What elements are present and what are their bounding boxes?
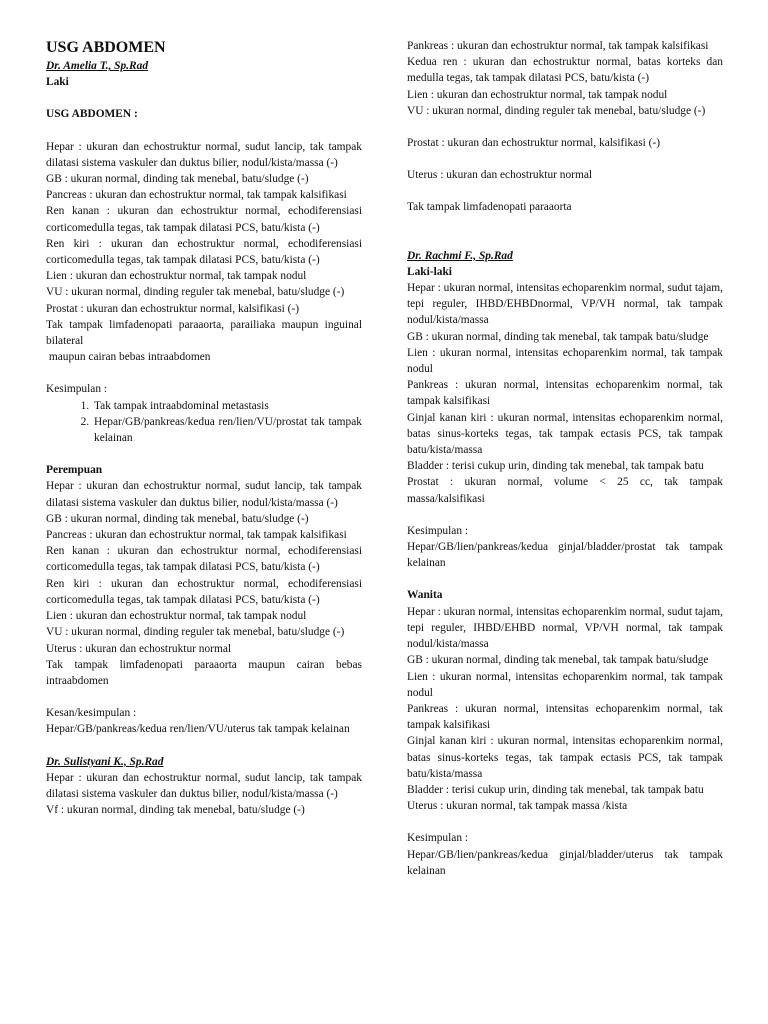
cont-finding-vu: VU : ukuran normal, dinding reguler tak menebal, batu/sludge (-) <box>407 104 706 117</box>
doctor-name-2: Dr. Sulistyani K., Sp.Rad <box>46 755 164 768</box>
rachmi-male-hepar: Hepar : ukuran normal, intensitas echoparenkim normal, sudut tajam, tepi reguler, IHBD/EHBDnormal, VP/VH normal, tak tampak nodul/kista/massa <box>407 282 724 327</box>
right-column <box>407 38 723 879</box>
rachmi-female-kesimpulan-text: Hepar/GB/lien/pankreas/kedua ginjal/bladder/uterus tak tampak kelainan <box>407 848 723 877</box>
gender-heading-wanita: Wanita <box>407 589 443 602</box>
rachmi-female-bladder: Bladder : terisi cukup urin, dinding tak menebal, tak tampak batu <box>407 783 704 796</box>
rachmi-male-kesimpulan-text: Hepar/GB/lien/pankreas/kedua ginjal/bladder/prostat tak tampak kelainan <box>407 541 723 570</box>
rachmi-male-kesimpulan-label: Kesimpulan : <box>407 524 469 537</box>
rachmi-female-hepar: Hepar : ukuran normal, intensitas echoparenkim normal, sudut tajam, tepi reguler, IHBD/EHBD normal, VP/VH normal, tak tampak nodul/kista/massa <box>407 605 724 651</box>
doctor-name-3: Dr. Rachmi F., Sp.Rad <box>407 249 513 262</box>
finding-limfadenopati: Tak tampak limfadenopati paraaorta, parailiaka maupun inguinal bilateral <box>46 318 362 348</box>
female-kesan-text: Hepar/GB/pankreas/kedua ren/lien/VU/uterus tak tampak kelainan <box>46 723 350 736</box>
rachmi-male-prostat: Prostat : ukuran normal, volume < 25 cc, tak tampak massa/kalsifikasi <box>407 476 723 505</box>
female-finding-gb: GB : ukuran normal, dinding tak menebal, batu/sludge (-) <box>46 512 309 525</box>
rachmi-female-ginjal: Ginjal kanan kiri : ukuran normal, intensitas echoparenkim normal, batas sinus-korteks tegas, tak tampak ectasis PCS, tak tampak batu/kista/massa <box>407 735 723 780</box>
female-finding-hepar: Hepar : ukuran dan echostruktur normal, sudut lancip, tak tampak dilatasi sistema vaskuler dan duktus bilier, nodul/kista/massa (-) <box>46 480 362 509</box>
cont-finding-kedua-ren: Kedua ren : ukuran dan echostruktur normal, batas korteks dan medulla tegas, tak tampak dilatasi PCS, batu/kista (-) <box>407 56 723 85</box>
rachmi-female-gb: GB : ukuran normal, dinding tak menebal, tak tampak batu/sludge <box>407 654 709 667</box>
gender-heading-female: Perempuan <box>46 464 103 477</box>
gender-heading-male: Laki <box>46 76 69 89</box>
doctor2-finding-vf: Vf : ukuran normal, dinding tak menebal, batu/sludge (-) <box>46 804 305 817</box>
finding-prostat: Prostat : ukuran dan echostruktur normal, kalsifikasi (-) <box>46 302 300 315</box>
kesimpulan-item: 2. Hepar/GB/pankreas/kedua ren/lien/VU/prostat tak tampak kelainan <box>92 414 362 446</box>
rachmi-female-pankreas: Pankreas : ukuran normal, intensitas echoparenkim normal, tak tampak kalsifikasi <box>407 702 723 732</box>
female-finding-uterus: Uterus : ukuran dan echostruktur normal <box>46 642 232 655</box>
rachmi-female-uterus: Uterus : ukuran normal, tak tampak massa /kista <box>407 800 628 813</box>
cont-finding-lien: Lien : ukuran dan echostruktur normal, tak tampak nodul <box>407 88 668 101</box>
female-finding-pancreas: Pancreas : ukuran dan echostruktur normal, tak tampak kalsifikasi <box>46 529 347 542</box>
female-finding-limfadenopati: Tak tampak limfadenopati paraaorta maupun cairan bebas intraabdomen <box>46 658 362 687</box>
kesimpulan-list <box>46 398 362 447</box>
female-kesan-label: Kesan/kesimpulan : <box>46 707 137 720</box>
document-title: USG ABDOMEN <box>46 39 166 56</box>
rachmi-male-bladder: Bladder : terisi cukup urin, dinding tak menebal, tak tampak batu <box>407 460 704 473</box>
rachmi-male-ginjal: Ginjal kanan kiri : ukuran normal, intensitas echoparenkim normal, batas sinus-korteks tegas, tak tampak ectasis PCS, tak tampak batu/kista/massa <box>407 411 723 457</box>
rachmi-male-pankreas: Pankreas : ukuran normal, intensitas echoparenkim normal, tak tampak kalsifikasi <box>407 379 723 408</box>
cont-finding-prostat: Prostat : ukuran dan echostruktur normal, kalsifikasi (-) <box>407 137 661 150</box>
cont-finding-limfadenopati: Tak tampak limfadenopati paraaorta <box>407 201 572 214</box>
cont-finding-pankreas: Pankreas : ukuran dan echostruktur normal, tak tampak kalsifikasi <box>407 40 709 52</box>
rachmi-female-kesimpulan-label: Kesimpulan : <box>407 832 469 845</box>
kesimpulan-label: Kesimpulan : <box>46 383 108 396</box>
section-title: USG ABDOMEN : <box>46 108 138 121</box>
finding-ren-kanan: Ren kanan : ukuran dan echostruktur normal, echodiferensiasi corticomedulla tegas, tak tampak dilatasi PCS, batu/kista (-) <box>46 205 362 234</box>
finding-vu: VU : ukuran normal, dinding reguler tak menebal, batu/sludge (-) <box>46 286 345 299</box>
finding-gb: GB : ukuran normal, dinding tak menebal, batu/sludge (-) <box>46 173 309 186</box>
doctor-name-1: Dr. Amelia T., Sp.Rad <box>46 60 149 72</box>
rachmi-male-lien: Lien : ukuran normal, intensitas echoparenkim normal, tak tampak nodul <box>407 346 723 376</box>
female-finding-lien: Lien : ukuran dan echostruktur normal, tak tampak nodul <box>46 610 307 623</box>
left-column <box>46 0 362 818</box>
finding-pancreas: Pancreas : ukuran dan echostruktur normal, tak tampak kalsifikasi <box>46 189 347 202</box>
rachmi-male-gb: GB : ukuran normal, dinding tak menebal, tak tampak batu/sludge <box>407 330 709 343</box>
finding-hepar: Hepar : ukuran dan echostruktur normal, sudut lancip, tak tampak dilatasi sistema vaskuler dan duktus bilier, nodul/kista/massa (-) <box>46 140 362 169</box>
rachmi-female-lien: Lien : ukuran normal, intensitas echoparenkim normal, tak tampak nodul <box>407 670 723 699</box>
female-finding-ren-kanan: Ren kanan : ukuran dan echostruktur normal, echodiferensiasi corticomedulla tegas, tak tampak dilatasi PCS, batu/kista (-) <box>46 545 362 574</box>
cont-finding-uterus: Uterus : ukuran dan echostruktur normal <box>407 169 593 182</box>
gender-heading-laki-laki: Laki-laki <box>407 265 452 278</box>
finding-lien: Lien : ukuran dan echostruktur normal, tak tampak nodul <box>46 270 307 283</box>
female-finding-ren-kiri: Ren kiri : ukuran dan echostruktur normal, echodiferensiasi corticomedulla tegas, tak tampak dilatasi PCS, batu/kista (-) <box>46 577 362 606</box>
kesimpulan-item: 1. Tak tampak intraabdominal metastasis <box>92 398 362 414</box>
doctor2-finding-hepar: Hepar : ukuran dan echostruktur normal, sudut lancip, tak tampak dilatasi sistema vaskuler dan duktus bilier, nodul/kista/massa (-) <box>46 771 362 800</box>
finding-cairan-bebas: maupun cairan bebas intraabdomen <box>46 351 211 364</box>
finding-ren-kiri: Ren kiri : ukuran dan echostruktur normal, echodiferensiasi corticomedulla tegas, tak tampak dilatasi PCS, batu/kista (-) <box>46 237 362 267</box>
female-finding-vu: VU : ukuran normal, dinding reguler tak menebal, batu/sludge (-) <box>46 626 345 639</box>
